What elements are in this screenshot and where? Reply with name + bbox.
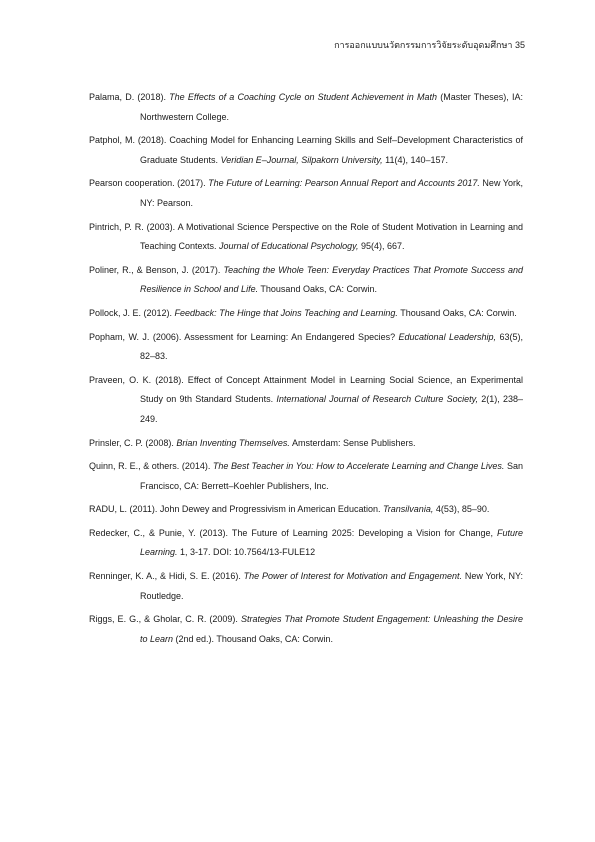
ref-title: Journal of Educational Psychology, bbox=[219, 241, 359, 252]
ref-text: Pearson cooperation. (2017). bbox=[89, 178, 209, 189]
ref-title: The Effects of a Coaching Cycle on Student Achievement in Math bbox=[169, 92, 438, 102]
ref-text: Riggs, E. G., & Gholar, C. R. (2009). bbox=[89, 614, 241, 625]
ref-source: (Master Theses), IA: Northwestern College. bbox=[140, 92, 523, 122]
ref-title: Teaching the Whole Teen: Everyday Practices That Promote Success and Resilience in School and Life. bbox=[140, 264, 523, 295]
ref-source: 4(53), 85–90. bbox=[433, 504, 490, 515]
reference-entry bbox=[89, 88, 523, 127]
ref-title: Future Learning. bbox=[140, 527, 523, 558]
reference-entry bbox=[89, 174, 523, 213]
reference-entry bbox=[89, 328, 523, 367]
ref-title: Transilvania, bbox=[382, 504, 434, 515]
ref-text: Prinsler, C. P. (2008). bbox=[89, 437, 177, 448]
reference-entry bbox=[89, 457, 523, 496]
ref-text: Quinn, R. E., & others. (2014). bbox=[89, 461, 213, 472]
ref-text: Pintrich, P. R. (2003). A Motivational Science Perspective on the Role of Student Motivation in Learning and Teaching Contexts. bbox=[89, 221, 523, 252]
ref-text: Pollock, J. E. (2012). bbox=[89, 307, 175, 318]
ref-title: The Power of Interest for Motivation and Engagement. bbox=[243, 571, 463, 582]
ref-title: Strategies That Promote Student Engagement: Unleashing the Desire to Learn bbox=[140, 614, 523, 644]
reference-list bbox=[89, 88, 523, 653]
reference-entry bbox=[89, 371, 523, 430]
ref-title: Educational Leadership, bbox=[398, 331, 497, 342]
ref-source: (2nd ed.). Thousand Oaks, CA: Corwin. bbox=[173, 633, 333, 644]
ref-source: 95(4), 667. bbox=[358, 241, 405, 252]
ref-title: Brian Inventing Themselves. bbox=[176, 437, 290, 448]
ref-source: 2(1), 238–249. bbox=[140, 394, 523, 424]
running-header: การออกแบบนวัตกรรมการวิจัยระดับอุดมศึกษา 35 bbox=[334, 40, 525, 50]
ref-title: Veridian E–Journal, Silpakorn University, bbox=[220, 154, 383, 165]
reference-entry bbox=[89, 500, 523, 520]
ref-text: RADU, L. (2011). John Dewey and Progressivism in American Education. bbox=[89, 504, 383, 515]
ref-title: International Journal of Research Culture Society, bbox=[276, 394, 478, 405]
reference-entry bbox=[89, 218, 523, 257]
ref-source: 1, 3-17. DOI: 10.7564/13-FULE12 bbox=[177, 547, 316, 558]
ref-text: Poliner, R., & Benson, J. (2017). bbox=[89, 264, 224, 275]
ref-text: Patphol, M. (2018). Coaching Model for Enhancing Learning Skills and Self–Development Characteristics of Graduate Students. bbox=[89, 135, 523, 165]
ref-source: Amsterdam: Sense Publishers. bbox=[289, 437, 416, 448]
reference-entry bbox=[89, 567, 523, 606]
reference-entry bbox=[89, 434, 523, 454]
ref-title: The Future of Learning: Pearson Annual Report and Accounts 2017. bbox=[208, 178, 480, 189]
ref-title: Feedback: The Hinge that Joins Teaching and Learning. bbox=[174, 307, 398, 318]
ref-source: Thousand Oaks, CA: Corwin. bbox=[397, 307, 517, 318]
ref-text: Palama, D. (2018). bbox=[89, 92, 170, 102]
ref-text: Redecker, C., & Punie, Y. (2013). The Future of Learning 2025: Developing a Vision for Change, bbox=[89, 527, 497, 538]
reference-entry bbox=[89, 610, 523, 649]
ref-text: Praveen, O. K. (2018). Effect of Concept Attainment Model in Learning Social Science, an Experimental Study on 9th Standard Students. bbox=[89, 374, 523, 405]
ref-title: The Best Teacher in You: How to Accelerate Learning and Change Lives. bbox=[212, 461, 505, 472]
reference-entry bbox=[89, 131, 523, 170]
reference-entry bbox=[89, 304, 523, 324]
ref-source: New York, NY: Pearson. bbox=[140, 178, 523, 208]
ref-source: 11(4), 140–157. bbox=[382, 154, 449, 165]
ref-text: Renninger, K. A., & Hidi, S. E. (2016). bbox=[89, 571, 244, 582]
ref-source: 63(5), 82–83. bbox=[140, 331, 523, 362]
ref-source: Thousand Oaks, CA: Corwin. bbox=[258, 284, 377, 295]
ref-text: Popham, W. J. (2006). Assessment for Learning: An Endangered Species? bbox=[89, 331, 399, 342]
ref-source: New York, NY: Routledge. bbox=[140, 571, 524, 601]
reference-entry bbox=[89, 524, 523, 563]
reference-entry bbox=[89, 261, 523, 300]
ref-source: San Francisco, CA: Berrett–Koehler Publishers, Inc. bbox=[140, 461, 524, 491]
